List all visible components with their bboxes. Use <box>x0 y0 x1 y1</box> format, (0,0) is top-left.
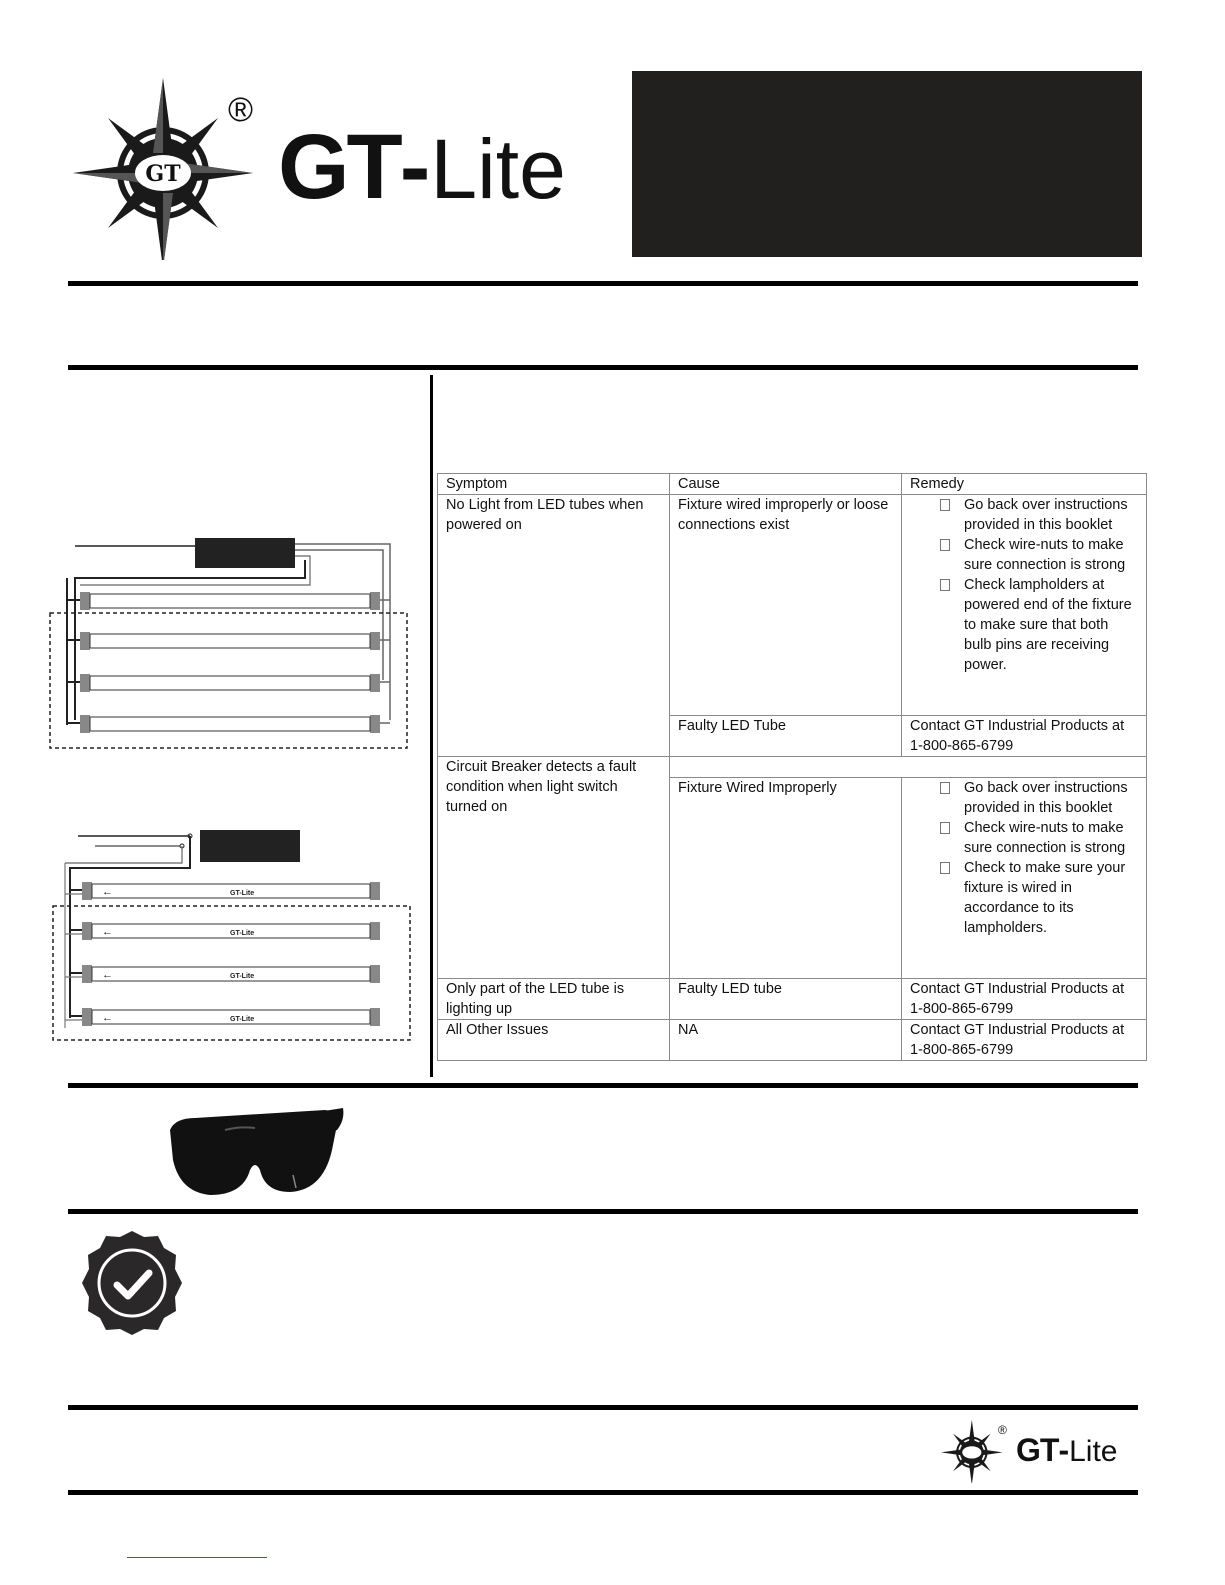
check-badge-icon <box>70 1228 195 1338</box>
empty-cell <box>670 757 1147 778</box>
divider-warranty <box>68 1209 1138 1214</box>
tube-c <box>82 965 380 983</box>
link-underline[interactable] <box>127 1557 267 1558</box>
brand-gt: GT <box>278 116 400 218</box>
svg-text:GT-Lite: GT-Lite <box>230 930 255 937</box>
header-symptom: Symptom <box>438 474 670 495</box>
svg-text:←: ← <box>102 1012 113 1024</box>
remedy-cell: Contact GT Industrial Products at 1-800-865-6799 <box>902 1020 1147 1061</box>
remedy-cell: Contact GT Industrial Products at 1-800-865-6799 <box>902 716 1147 757</box>
remedy-cell <box>902 778 1147 979</box>
svg-text:GT-Lite: GT-Lite <box>230 973 255 980</box>
tube-1 <box>80 592 380 610</box>
header-cause: Cause <box>670 474 902 495</box>
footer-logo <box>940 1418 1140 1483</box>
troubleshooting-table <box>437 473 1147 1061</box>
wiring-diagram-single-ended <box>45 530 415 755</box>
cause-cell: Faulty LED tube <box>670 979 902 1020</box>
divider-safety <box>68 1083 1138 1088</box>
table-row <box>438 979 1147 1020</box>
cause-cell: NA <box>670 1020 902 1061</box>
divider-footer-top <box>68 1405 1138 1410</box>
divider-subtitle <box>68 365 1138 370</box>
table-row <box>438 757 1147 778</box>
tube-3 <box>80 674 380 692</box>
remedy-cell: Contact GT Industrial Products at 1-800-865-6799 <box>902 979 1147 1020</box>
checkbox-icon <box>940 822 950 834</box>
emblem-letters: GT <box>145 161 181 187</box>
footer-wordmark <box>1016 1432 1117 1469</box>
brand-dash: - <box>399 116 431 218</box>
footer-brand-dash: - <box>1058 1432 1070 1468</box>
cause-cell: Fixture Wired Improperly <box>670 778 902 979</box>
footer-brand-gt: GT <box>1016 1432 1059 1468</box>
table-row <box>438 1020 1147 1061</box>
svg-text:←: ← <box>102 886 113 898</box>
junction-block <box>200 830 300 862</box>
column-divider <box>430 375 433 1077</box>
table-header-row <box>438 474 1147 495</box>
divider-top <box>68 281 1138 286</box>
footer-brand-lite: Lite <box>1069 1435 1118 1468</box>
remedy-item: Go back over instructions provided in this booklet <box>910 495 1138 535</box>
title-block <box>632 71 1142 257</box>
header-remedy: Remedy <box>902 474 1147 495</box>
checkbox-icon <box>940 539 950 551</box>
remedy-item: Check wire-nuts to make sure connection is strong <box>910 818 1138 858</box>
registered-mark: ® <box>998 1423 1007 1437</box>
registered-mark: ® <box>228 91 254 129</box>
wiring-diagram-direct-wire <box>50 828 420 1048</box>
compass-star-logo-icon <box>940 1418 1005 1483</box>
remedy-item: Check to make sure your fixture is wired in accordance to its lampholders. <box>910 858 1138 938</box>
checkbox-icon <box>940 499 950 511</box>
checkbox-icon <box>940 782 950 794</box>
tube-2 <box>80 632 380 650</box>
safety-glasses-icon <box>165 1100 345 1200</box>
table-row <box>438 495 1147 716</box>
tube-a <box>82 882 380 900</box>
checkbox-icon <box>940 862 950 874</box>
tube-4 <box>80 715 380 733</box>
remedy-item: Check lampholders at powered end of the fixture to make sure that both bulb pins are receiving power. <box>910 575 1138 675</box>
tube-b <box>82 922 380 940</box>
header-logo <box>70 75 610 260</box>
ballast-block <box>195 538 295 568</box>
svg-text:←: ← <box>102 969 113 981</box>
remedy-item: Go back over instructions provided in this booklet <box>910 778 1138 818</box>
symptom-cell: Only part of the LED tube is lighting up <box>438 979 670 1020</box>
checkbox-icon <box>940 579 950 591</box>
brand-lite: Lite <box>430 122 566 216</box>
remedy-item: Check wire-nuts to make sure connection is strong <box>910 535 1138 575</box>
svg-text:GT-Lite: GT-Lite <box>230 890 255 897</box>
svg-text:GT-Lite: GT-Lite <box>230 1016 255 1023</box>
brand-wordmark <box>278 115 566 218</box>
tube-d <box>82 1008 380 1026</box>
symptom-cell: All Other Issues <box>438 1020 670 1061</box>
svg-text:←: ← <box>102 926 113 938</box>
divider-footer-bottom <box>68 1490 1138 1495</box>
cause-cell: Fixture wired improperly or loose connections exist <box>670 495 902 716</box>
cause-cell: Faulty LED Tube <box>670 716 902 757</box>
remedy-cell <box>902 495 1147 716</box>
symptom-cell: No Light from LED tubes when powered on <box>438 495 670 757</box>
symptom-cell: Circuit Breaker detects a fault condition when light switch turned on <box>438 757 670 979</box>
